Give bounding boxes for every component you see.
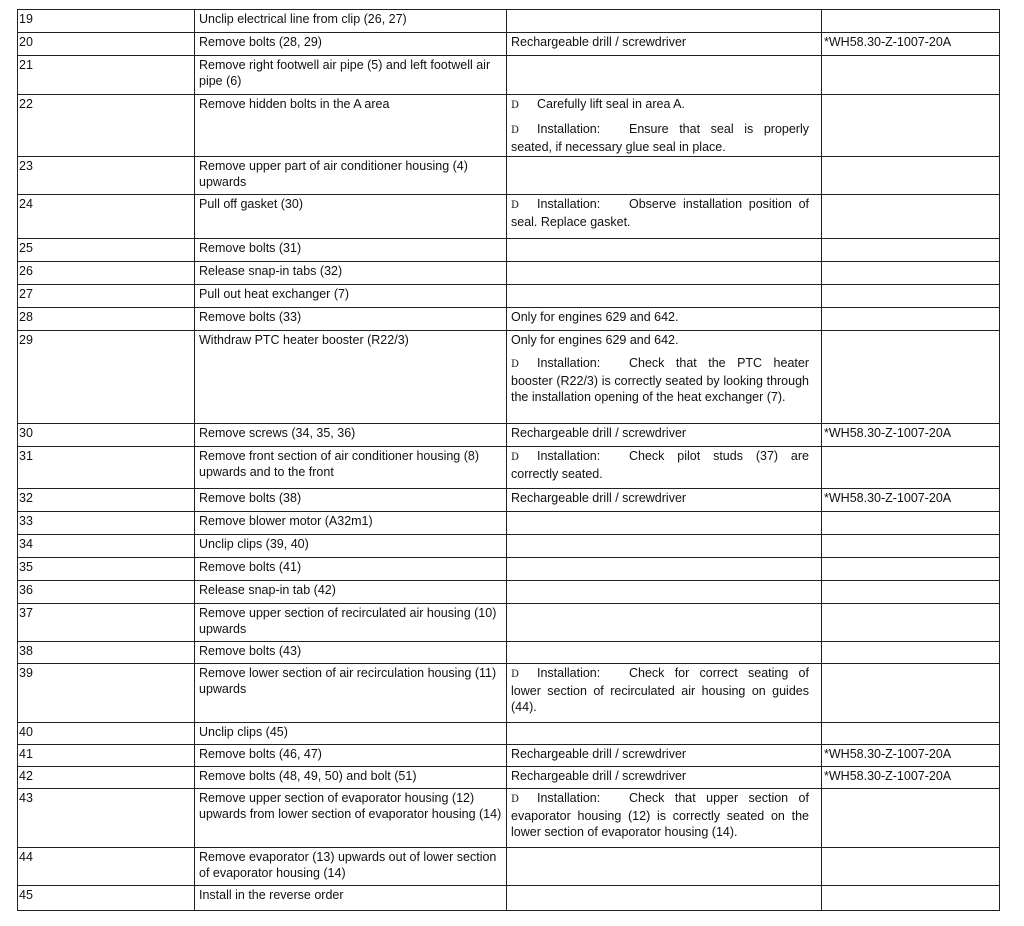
step-notes xyxy=(507,157,822,195)
step-notes xyxy=(507,767,822,789)
installation-label: Installation: xyxy=(537,197,601,211)
step-row xyxy=(18,745,1000,767)
step-number: 21 xyxy=(18,56,195,95)
step-number: 43 xyxy=(18,789,195,848)
step-row xyxy=(18,239,1000,262)
step-notes xyxy=(507,308,822,331)
step-action: Unclip clips (39, 40) xyxy=(195,535,507,558)
step-reference xyxy=(822,512,1000,535)
note-text: Observe installation position of seal. Replace gasket. xyxy=(511,197,809,229)
step-row xyxy=(18,447,1000,489)
step-notes xyxy=(507,558,822,581)
step-number: 42 xyxy=(18,767,195,789)
note-text: Carefully lift seal in area A. xyxy=(537,97,685,111)
step-row xyxy=(18,664,1000,723)
step-notes xyxy=(507,848,822,886)
step-reference xyxy=(822,285,1000,308)
step-number: 38 xyxy=(18,642,195,664)
step-reference xyxy=(822,10,1000,33)
installation-label: Installation: xyxy=(537,791,601,805)
step-action: Release snap-in tab (42) xyxy=(195,581,507,604)
step-action: Remove blower motor (A32m1) xyxy=(195,512,507,535)
tool-text: Rechargeable drill / screwdriver xyxy=(511,426,687,440)
step-action: Remove bolts (46, 47) xyxy=(195,745,507,767)
step-reference xyxy=(822,56,1000,95)
bullet-icon: D xyxy=(511,794,520,805)
step-reference xyxy=(822,664,1000,723)
step-reference xyxy=(822,886,1000,911)
bullet-icon: D xyxy=(511,669,520,680)
step-number: 27 xyxy=(18,285,195,308)
note-text: Check that the PTC heater booster (R22/3) is correctly seated by looking through the installation opening of the heat exchanger (7). xyxy=(511,356,809,404)
step-action: Pull out heat exchanger (7) xyxy=(195,285,507,308)
installation-label: Installation: xyxy=(537,449,601,463)
step-row xyxy=(18,262,1000,285)
step-number: 34 xyxy=(18,535,195,558)
step-action: Remove bolts (31) xyxy=(195,239,507,262)
step-action: Remove right footwell air pipe (5) and left footwell air pipe (6) xyxy=(195,56,507,95)
step-row xyxy=(18,331,1000,424)
step-row xyxy=(18,642,1000,664)
tool-text: Rechargeable drill / screwdriver xyxy=(511,35,687,49)
step-row xyxy=(18,604,1000,642)
step-notes xyxy=(507,723,822,745)
step-row xyxy=(18,157,1000,195)
step-reference: *WH58.30-Z-1007-20A xyxy=(822,489,1000,512)
note-text: Check pilot studs (37) are correctly seated. xyxy=(511,449,809,481)
step-action: Remove upper part of air conditioner housing (4) upwards xyxy=(195,157,507,195)
step-action: Remove bolts (38) xyxy=(195,489,507,512)
step-action: Remove hidden bolts in the A area xyxy=(195,95,507,157)
bullet-icon: D xyxy=(511,125,520,136)
step-number: 31 xyxy=(18,447,195,489)
step-reference xyxy=(822,157,1000,195)
step-row xyxy=(18,308,1000,331)
step-action: Release snap-in tabs (32) xyxy=(195,262,507,285)
step-notes xyxy=(507,604,822,642)
note-text: Ensure that seal is properly seated, if necessary glue seal in place. xyxy=(511,122,809,154)
step-action: Install in the reverse order xyxy=(195,886,507,911)
step-action: Unclip clips (45) xyxy=(195,723,507,745)
step-row xyxy=(18,848,1000,886)
step-reference xyxy=(822,95,1000,157)
step-number: 29 xyxy=(18,331,195,424)
step-number: 39 xyxy=(18,664,195,723)
step-action: Remove bolts (43) xyxy=(195,642,507,664)
note-text: Check for correct seating of lower section of recirculated air housing on guides (44). xyxy=(511,666,809,714)
step-notes xyxy=(507,664,822,723)
step-action: Remove bolts (28, 29) xyxy=(195,33,507,56)
step-action: Pull off gasket (30) xyxy=(195,195,507,239)
note-paragraph xyxy=(511,448,809,482)
step-notes xyxy=(507,10,822,33)
tool-text: Rechargeable drill / screwdriver xyxy=(511,747,687,761)
step-number: 24 xyxy=(18,195,195,239)
bullet-icon: D xyxy=(511,200,520,211)
step-reference xyxy=(822,558,1000,581)
step-number: 22 xyxy=(18,95,195,157)
step-notes xyxy=(507,285,822,308)
step-row xyxy=(18,723,1000,745)
step-row xyxy=(18,195,1000,239)
step-notes xyxy=(507,745,822,767)
installation-label: Installation: xyxy=(537,356,601,370)
step-row xyxy=(18,10,1000,33)
step-number: 32 xyxy=(18,489,195,512)
step-row xyxy=(18,33,1000,56)
step-notes xyxy=(507,789,822,848)
tool-text: Rechargeable drill / screwdriver xyxy=(511,491,687,505)
note-paragraph xyxy=(511,355,809,405)
step-number: 20 xyxy=(18,33,195,56)
step-action: Remove screws (34, 35, 36) xyxy=(195,424,507,447)
step-reference xyxy=(822,331,1000,424)
note-text: Only for engines 629 and 642. xyxy=(511,333,679,347)
step-notes xyxy=(507,262,822,285)
note-paragraph xyxy=(511,196,809,230)
step-action: Remove lower section of air recirculation housing (11) upwards xyxy=(195,664,507,723)
step-action: Remove front section of air conditioner housing (8) upwards and to the front xyxy=(195,447,507,489)
step-reference xyxy=(822,308,1000,331)
step-action: Remove upper section of recirculated air housing (10) upwards xyxy=(195,604,507,642)
bullet-icon: D xyxy=(511,100,520,111)
step-reference xyxy=(822,239,1000,262)
step-row xyxy=(18,535,1000,558)
step-number: 44 xyxy=(18,848,195,886)
note-text: Check that upper section of evaporator housing (12) is correctly seated on the lower section of evaporator housing (14). xyxy=(511,791,809,839)
step-row xyxy=(18,512,1000,535)
step-number: 41 xyxy=(18,745,195,767)
step-notes xyxy=(507,581,822,604)
step-number: 26 xyxy=(18,262,195,285)
step-reference: *WH58.30-Z-1007-20A xyxy=(822,745,1000,767)
step-reference xyxy=(822,262,1000,285)
installation-label: Installation: xyxy=(537,122,601,136)
step-row xyxy=(18,789,1000,848)
step-notes xyxy=(507,489,822,512)
step-action: Remove evaporator (13) upwards out of lower section of evaporator housing (14) xyxy=(195,848,507,886)
step-number: 19 xyxy=(18,10,195,33)
step-notes xyxy=(507,331,822,424)
step-number: 45 xyxy=(18,886,195,911)
step-notes xyxy=(507,95,822,157)
step-row xyxy=(18,285,1000,308)
installation-label: Installation: xyxy=(537,666,601,680)
step-reference xyxy=(822,581,1000,604)
procedure-document xyxy=(17,9,1000,911)
step-reference xyxy=(822,789,1000,848)
step-action: Unclip electrical line from clip (26, 27) xyxy=(195,10,507,33)
step-reference xyxy=(822,447,1000,489)
note-paragraph xyxy=(511,665,809,715)
step-row xyxy=(18,489,1000,512)
step-notes xyxy=(507,195,822,239)
step-row xyxy=(18,424,1000,447)
step-notes xyxy=(507,56,822,95)
step-number: 33 xyxy=(18,512,195,535)
step-number: 35 xyxy=(18,558,195,581)
procedure-rows xyxy=(18,10,1000,911)
note-paragraph xyxy=(511,96,809,114)
note-paragraph xyxy=(511,790,809,840)
bullet-icon: D xyxy=(511,359,520,370)
step-number: 25 xyxy=(18,239,195,262)
step-notes xyxy=(507,239,822,262)
step-notes xyxy=(507,33,822,56)
step-number: 28 xyxy=(18,308,195,331)
step-notes xyxy=(507,886,822,911)
tool-text: Only for engines 629 and 642. xyxy=(511,310,679,324)
step-reference: *WH58.30-Z-1007-20A xyxy=(822,424,1000,447)
step-reference: *WH58.30-Z-1007-20A xyxy=(822,767,1000,789)
step-reference xyxy=(822,848,1000,886)
step-action: Remove bolts (48, 49, 50) and bolt (51) xyxy=(195,767,507,789)
bullet-icon: D xyxy=(511,452,520,463)
step-row xyxy=(18,558,1000,581)
step-row xyxy=(18,56,1000,95)
step-number: 40 xyxy=(18,723,195,745)
step-row xyxy=(18,886,1000,911)
step-row xyxy=(18,95,1000,157)
step-notes xyxy=(507,535,822,558)
step-action: Remove bolts (41) xyxy=(195,558,507,581)
step-action: Remove upper section of evaporator housing (12) upwards from lower section of evaporator housing (14) xyxy=(195,789,507,848)
step-reference xyxy=(822,723,1000,745)
step-row xyxy=(18,581,1000,604)
step-number: 23 xyxy=(18,157,195,195)
step-reference xyxy=(822,604,1000,642)
step-number: 36 xyxy=(18,581,195,604)
note-paragraph xyxy=(511,121,809,155)
tool-text: Rechargeable drill / screwdriver xyxy=(511,769,687,783)
note-paragraph xyxy=(511,332,809,348)
step-action: Withdraw PTC heater booster (R22/3) xyxy=(195,331,507,424)
step-row xyxy=(18,767,1000,789)
step-reference xyxy=(822,535,1000,558)
step-notes xyxy=(507,447,822,489)
step-notes xyxy=(507,424,822,447)
step-action: Remove bolts (33) xyxy=(195,308,507,331)
step-reference: *WH58.30-Z-1007-20A xyxy=(822,33,1000,56)
step-reference xyxy=(822,195,1000,239)
step-number: 37 xyxy=(18,604,195,642)
procedure-table xyxy=(17,9,1000,911)
step-number: 30 xyxy=(18,424,195,447)
step-reference xyxy=(822,642,1000,664)
step-notes xyxy=(507,642,822,664)
step-notes xyxy=(507,512,822,535)
